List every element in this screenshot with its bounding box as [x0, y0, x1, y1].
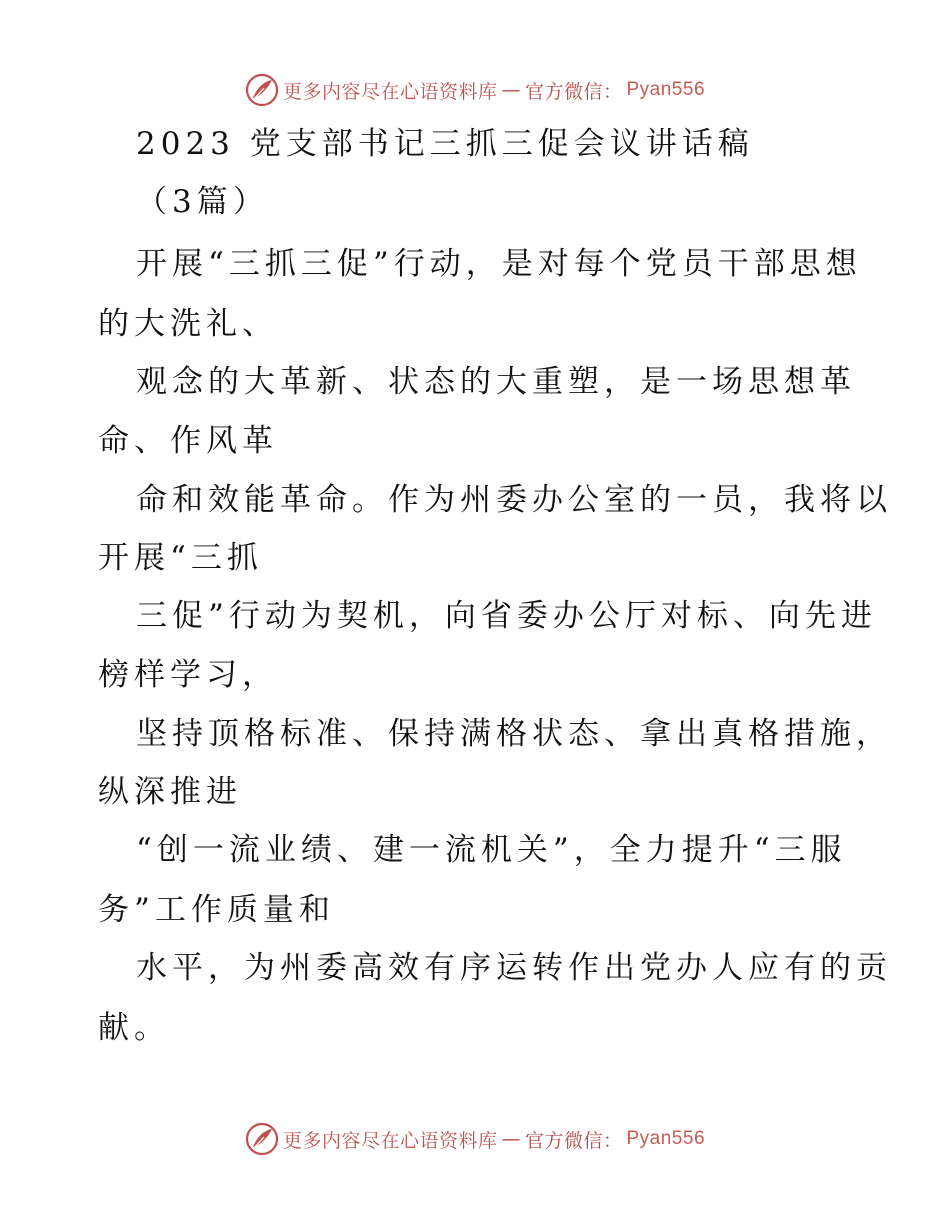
- paragraph-line: 水平，为州委高效有序运转作出党办人应有的贡: [136, 950, 892, 986]
- banner-wechat-label: 官方微信：: [524, 1129, 623, 1152]
- banner-separator: —: [501, 79, 521, 101]
- header-watermark-banner: [0, 70, 950, 110]
- banner-wechat-id: Pyan556: [626, 79, 706, 100]
- banner-text: 更多内容尽在心语资料库: [282, 1129, 498, 1152]
- paragraph-line: 开展“三抓三促”行动，是对每个党员干部思想: [136, 246, 862, 282]
- paragraph-line: 坚持顶格标准、保持满格状态、拿出真格措施，: [136, 716, 892, 752]
- banner-text: 更多内容尽在心语资料库: [282, 80, 498, 103]
- paragraph-line: 献。: [98, 1010, 170, 1046]
- paragraph-line: “创一流业绩、建一流机关”，全力提升“三服: [136, 832, 847, 868]
- banner-wechat-id: Pyan556: [626, 1128, 706, 1149]
- banner-separator: —: [501, 1128, 521, 1150]
- paragraph-line: 的大洗礼、: [98, 306, 278, 342]
- paragraph-line: 命和效能革命。作为州委办公室的一员，我将以: [136, 482, 892, 518]
- footer-watermark-banner: [0, 1119, 950, 1159]
- document-title: 2023 党支部书记三抓三促会议讲话稿: [136, 126, 754, 162]
- quill-logo-icon: [245, 1122, 279, 1156]
- quill-logo-icon: [245, 73, 279, 107]
- banner-wechat-label: 官方微信：: [524, 80, 623, 103]
- paragraph-line: 开展“三抓: [98, 540, 263, 576]
- paragraph-line: 观念的大革新、状态的大重塑，是一场思想革: [136, 364, 856, 400]
- paragraph-line: 榜样学习，: [98, 657, 278, 693]
- paragraph-line: 命、作风革: [98, 423, 278, 459]
- document-subtitle: （3篇）: [136, 184, 269, 220]
- paragraph-line: 务”工作质量和: [98, 892, 335, 928]
- paragraph-line: 纵深推进: [98, 774, 242, 810]
- paragraph-line: 三促”行动为契机，向省委办公厅对标、向先进: [136, 598, 877, 634]
